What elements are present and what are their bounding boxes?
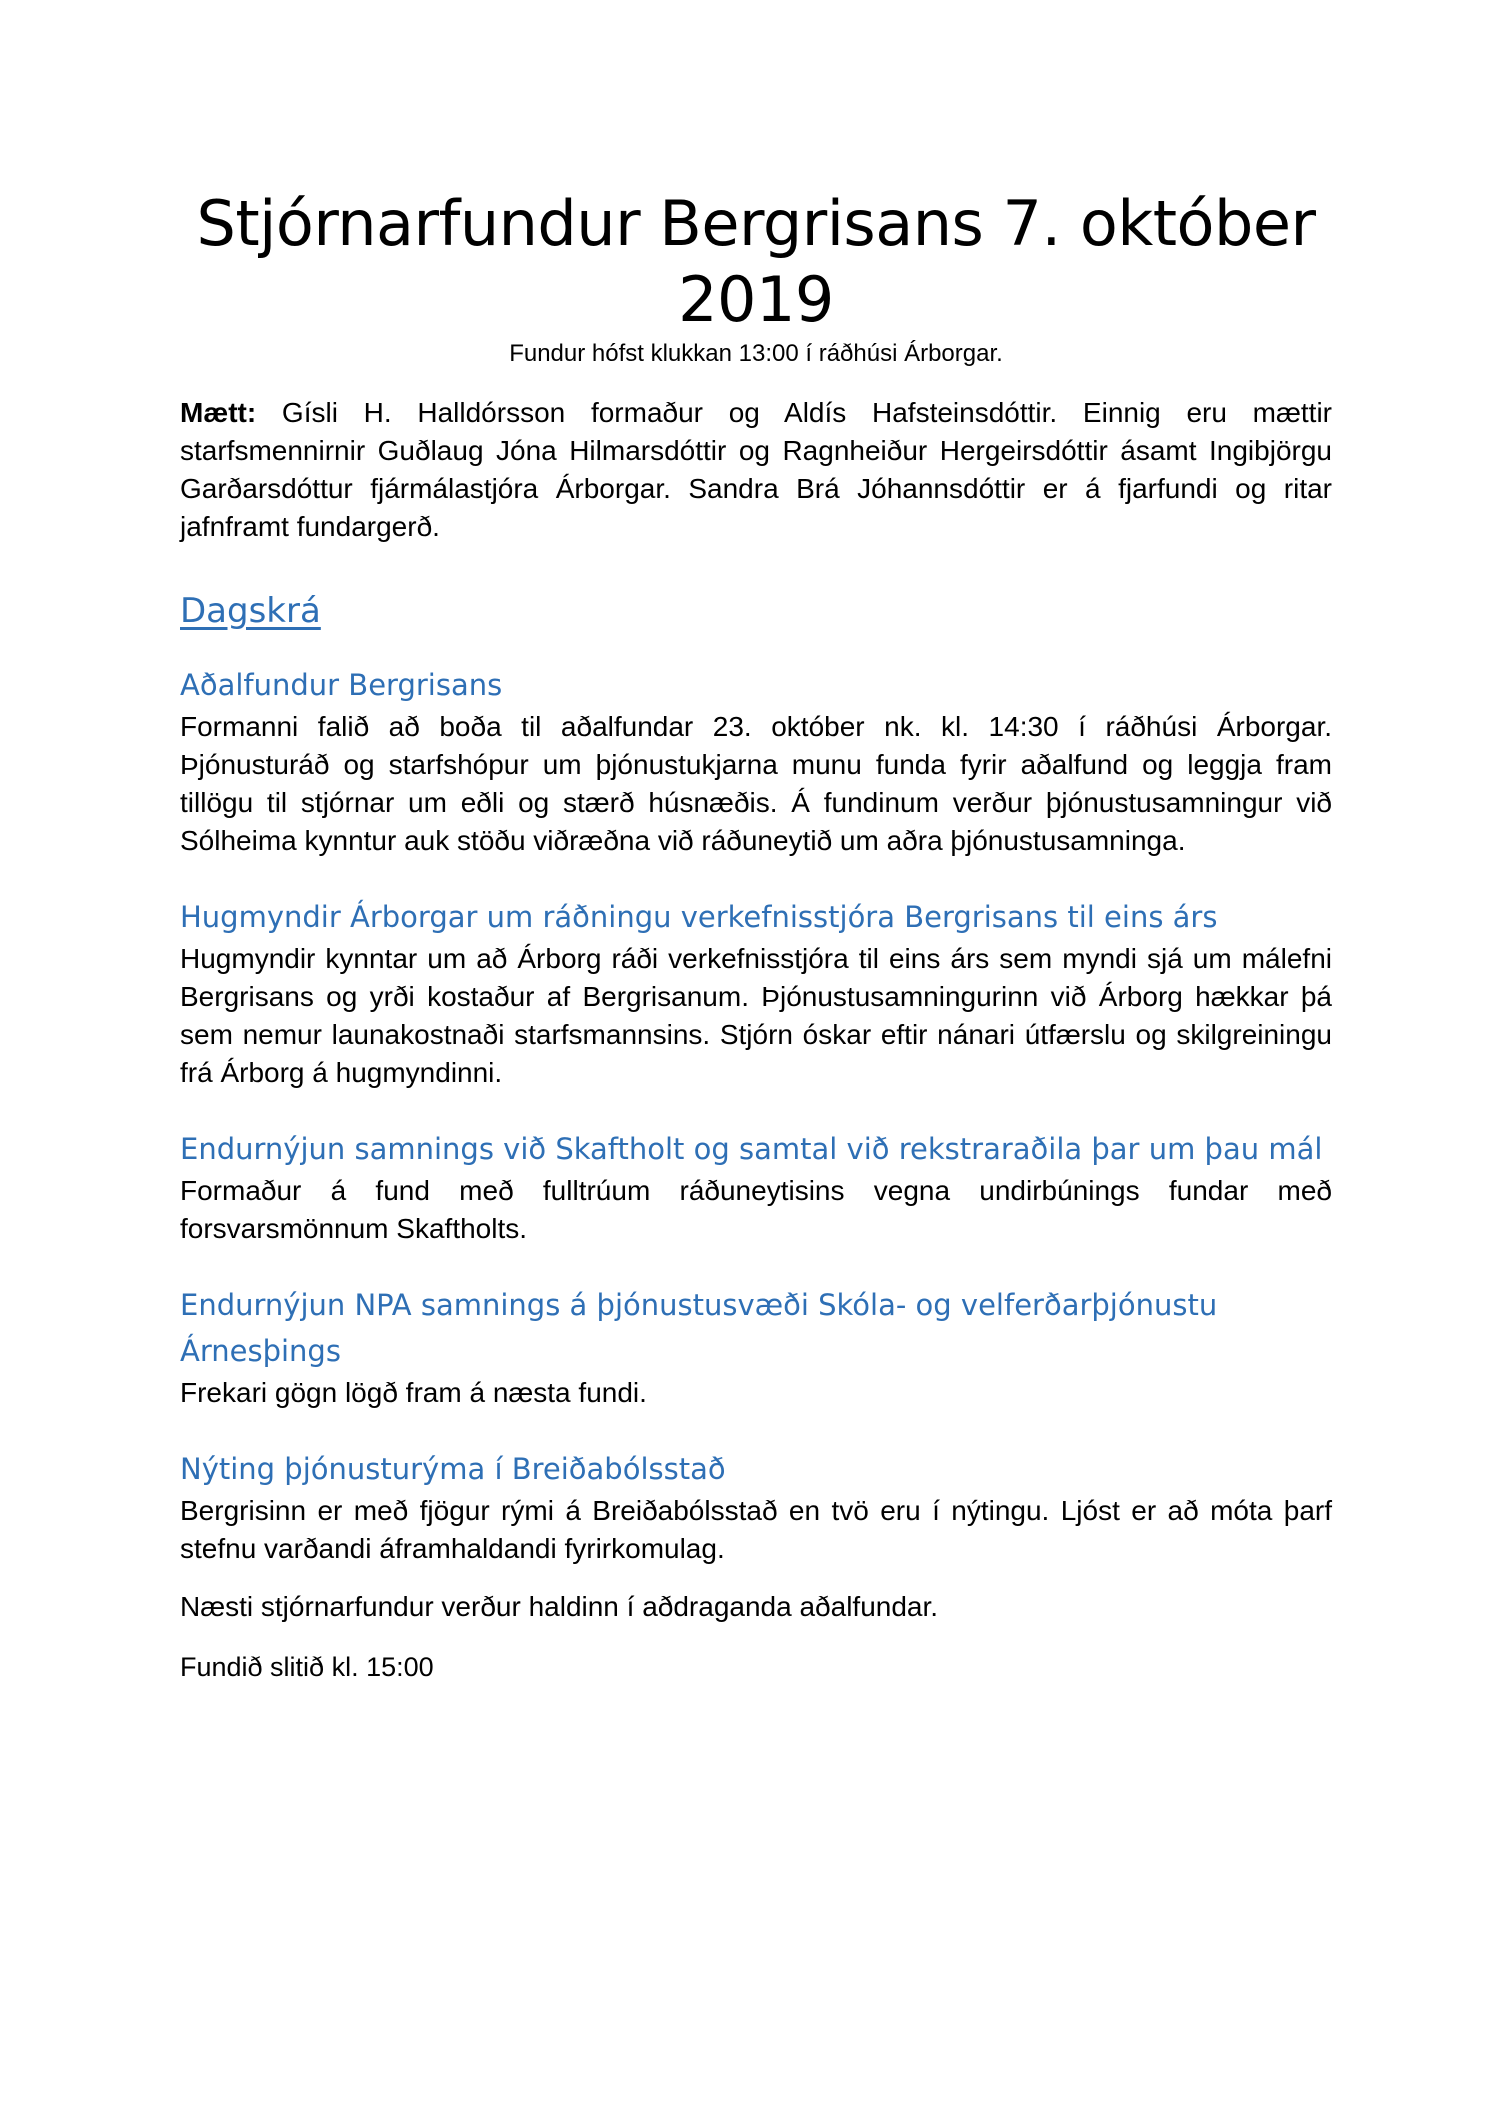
agenda-item-text: Hugmyndir kynntar um að Árborg ráði verkefnisstjóra til eins árs sem myndi sjá um málefni Bergrisans og yrði kostaður af Bergrisanum. Þjónustusamningurinn við Árborg hækkar þá sem nemur launakostnaði starfsmannsins. Stjórn óskar eftir nánari útfærslu og skilgreiningu frá Árborg á hugmyndinni. [180, 943, 1332, 1088]
agenda-item [180, 662, 1332, 860]
agenda-item-heading: Nýting þjónusturýma í Breiðabólsstað [180, 1452, 726, 1486]
agenda-item-heading: Endurnýjun samnings við Skaftholt og samtal við rekstraraðila þar um þau mál [180, 1132, 1323, 1166]
agenda-item-text: Formanni falið að boða til aðalfundar 23. október nk. kl. 14:30 í ráðhúsi Árborgar. Þjónusturáð og starfshópur um þjónustukjarna munu funda fyrir aðalfund og leggja fram tillögu til stjórnar um eðli og stærð húsnæðis. Á fundinum verður þjónustusamningur við Sólheima kynntur auk stöðu viðræðna við ráðuneytið um aðra þjónustusamninga. [180, 711, 1332, 856]
attendees-label: Mætt: [180, 397, 257, 428]
next-meeting-text: Næsti stjórnarfundur verður haldinn í aðdraganda aðalfundar. [180, 1591, 939, 1622]
document-content [180, 186, 1332, 1686]
agenda-item [180, 1282, 1332, 1412]
agenda-item-heading: Endurnýjun NPA samnings á þjónustusvæði Skóla- og velferðarþjónustu Árnesþings [180, 1288, 1218, 1368]
agenda-item-text: Formaður á fund með fulltrúum ráðuneytisins vegna undirbúnings fundar með forsvarsmönnum Skaftholts. [180, 1175, 1332, 1244]
agenda-heading: Dagskrá [180, 591, 321, 631]
document-title: Stjórnarfundur Bergrisans 7. október 2019 [196, 187, 1316, 336]
attendees-text: Gísli H. Halldórsson formaður og Aldís Hafsteinsdóttir. Einnig eru mættir starfsmennirnir Guðlaug Jóna Hilmarsdóttir og Ragnheiður Hergeirsdóttir ásamt Ingibjörgu Garðarsdóttur fjármálastjóra Árborgar. Sandra Brá Jóhannsdóttir er á fjarfundi og ritar jafnframt fundargerð. [180, 397, 1332, 542]
agenda-item-text: Frekari gögn lögð fram á næsta fundi. [180, 1377, 647, 1408]
agenda-item-heading: Aðalfundur Bergrisans [180, 668, 503, 702]
agenda-item [180, 1126, 1332, 1248]
agenda-item-heading: Hugmyndir Árborgar um ráðningu verkefnisstjóra Bergrisans til eins árs [180, 900, 1218, 934]
document-subtitle: Fundur hófst klukkan 13:00 í ráðhúsi Árborgar. [509, 340, 1003, 367]
attendees-paragraph [180, 394, 1332, 546]
closing-text: Fundið slitið kl. 15:00 [180, 1652, 434, 1682]
agenda-item-text: Bergrisinn er með fjögur rými á Breiðabólsstað en tvö eru í nýtingu. Ljóst er að móta þarf stefnu varðandi áframhaldandi fyrirkomulag. [180, 1495, 1332, 1564]
agenda-item [180, 1446, 1332, 1568]
agenda-item [180, 894, 1332, 1092]
